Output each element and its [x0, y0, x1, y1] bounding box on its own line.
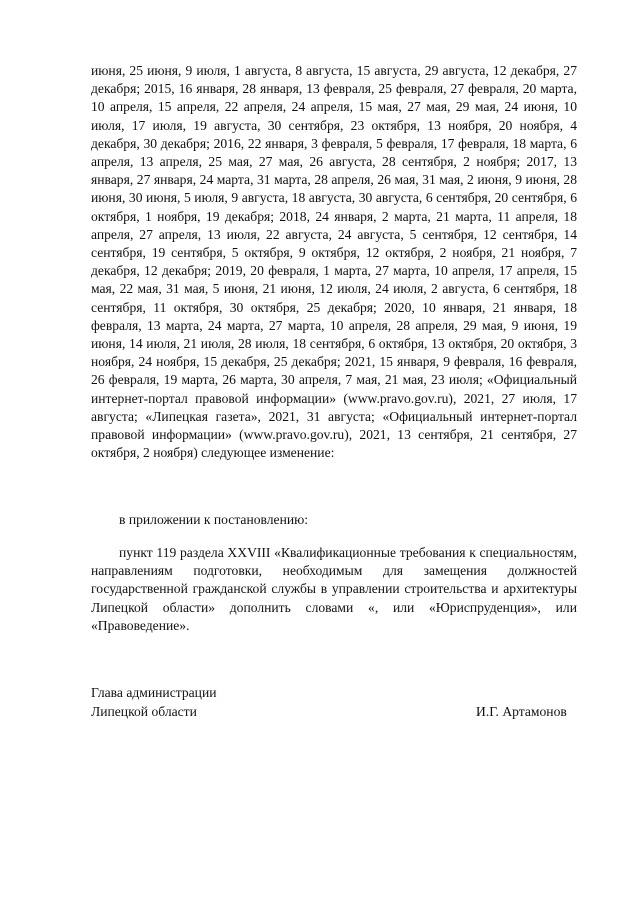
amendment-text-paragraph: пункт 119 раздела XXVIII «Квалификационные требования к специальностям, направлениям подготовки, необходимым для замещения должностей государственной гражданской службы в управлении строительства и архитектуры Липецкой области» дополнить словами «, или «Юриспруденция», или «Правоведение». [91, 545, 577, 633]
signer-title-line2: Липецкой области [91, 704, 197, 719]
signer-name: И.Г. Артамонов [476, 704, 567, 719]
appendix-intro-paragraph: в приложении к постановлению: [119, 512, 309, 527]
signer-title-line1: Глава администрации [91, 685, 217, 700]
amendment-sources-paragraph: июня, 25 июня, 9 июля, 1 августа, 8 августа, 15 августа, 29 августа, 12 декабря, 27 декабря; 2015, 16 января, 28 января, 13 февраля, 25 февраля, 27 февраля, 20 марта, 10 апреля, 15 апреля, 22 апреля, 24 апреля, 15 мая, 27 мая, 29 мая, 24 июня, 10 июля, 17 июля, 19 августа, 30 сентября, 23 октября, 13 ноября, 20 ноября, 4 декабря, 30 декабря; 2016, 22 января, 3 февраля, 5 февраля, 17 февраля, 18 марта, 6 апреля, 13 апреля, 25 мая, 27 мая, 26 августа, 28 сентября, 2 ноября; 2017, 13 января, 27 января, 24 марта, 31 марта, 28 апреля, 26 мая, 31 мая, 2 июня, 9 июня, 28 июня, 30 июня, 5 июля, 9 августа, 18 августа, 30 августа, 6 сентября, 20 сентября, 6 октября, 1 ноября, 19 декабря; 2018, 24 января, 2 марта, 21 марта, 11 апреля, 18 апреля, 27 апреля, 13 июля, 22 августа, 24 августа, 5 сентября, 12 сентября, 14 сентября, 19 сентября, 5 октября, 9 октября, 12 октября, 2 ноября, 21 ноября, 7 декабря, 12 декабря; 2019, 20 февраля, 1 марта, 27 марта, 10 апреля, 17 апреля, 15 мая, 22 мая, 31 мая, 5 июня, 21 июня, 12 июля, 24 июля, 2 августа, 6 сентября, 18 сентября, 11 октября, 30 октября, 25 декабря; 2020, 10 января, 21 января, 18 февраля, 13 марта, 24 марта, 27 марта, 10 апреля, 28 апреля, 29 мая, 9 июня, 19 июня, 14 июля, 21 июля, 28 июля, 18 сентября, 6 октября, 13 октября, 20 октября, 3 ноября, 24 ноября, 15 декабря, 25 декабря; 2021, 15 января, 9 февраля, 16 февраля, 26 февраля, 19 марта, 26 марта, 30 апреля, 7 мая, 21 мая, 23 июля; «Официальный интернет-портал правовой информации» (www.pravo.gov.ru), 2021, 27 июля, 17 августа; «Липецкая газета», 2021, 31 августа; «Официальный интернет-портал правовой информации» (www.pravo.gov.ru), 2021, 13 сентября, 21 сентября, 27 октября, 2 ноября) следующее изменение: [91, 63, 577, 461]
